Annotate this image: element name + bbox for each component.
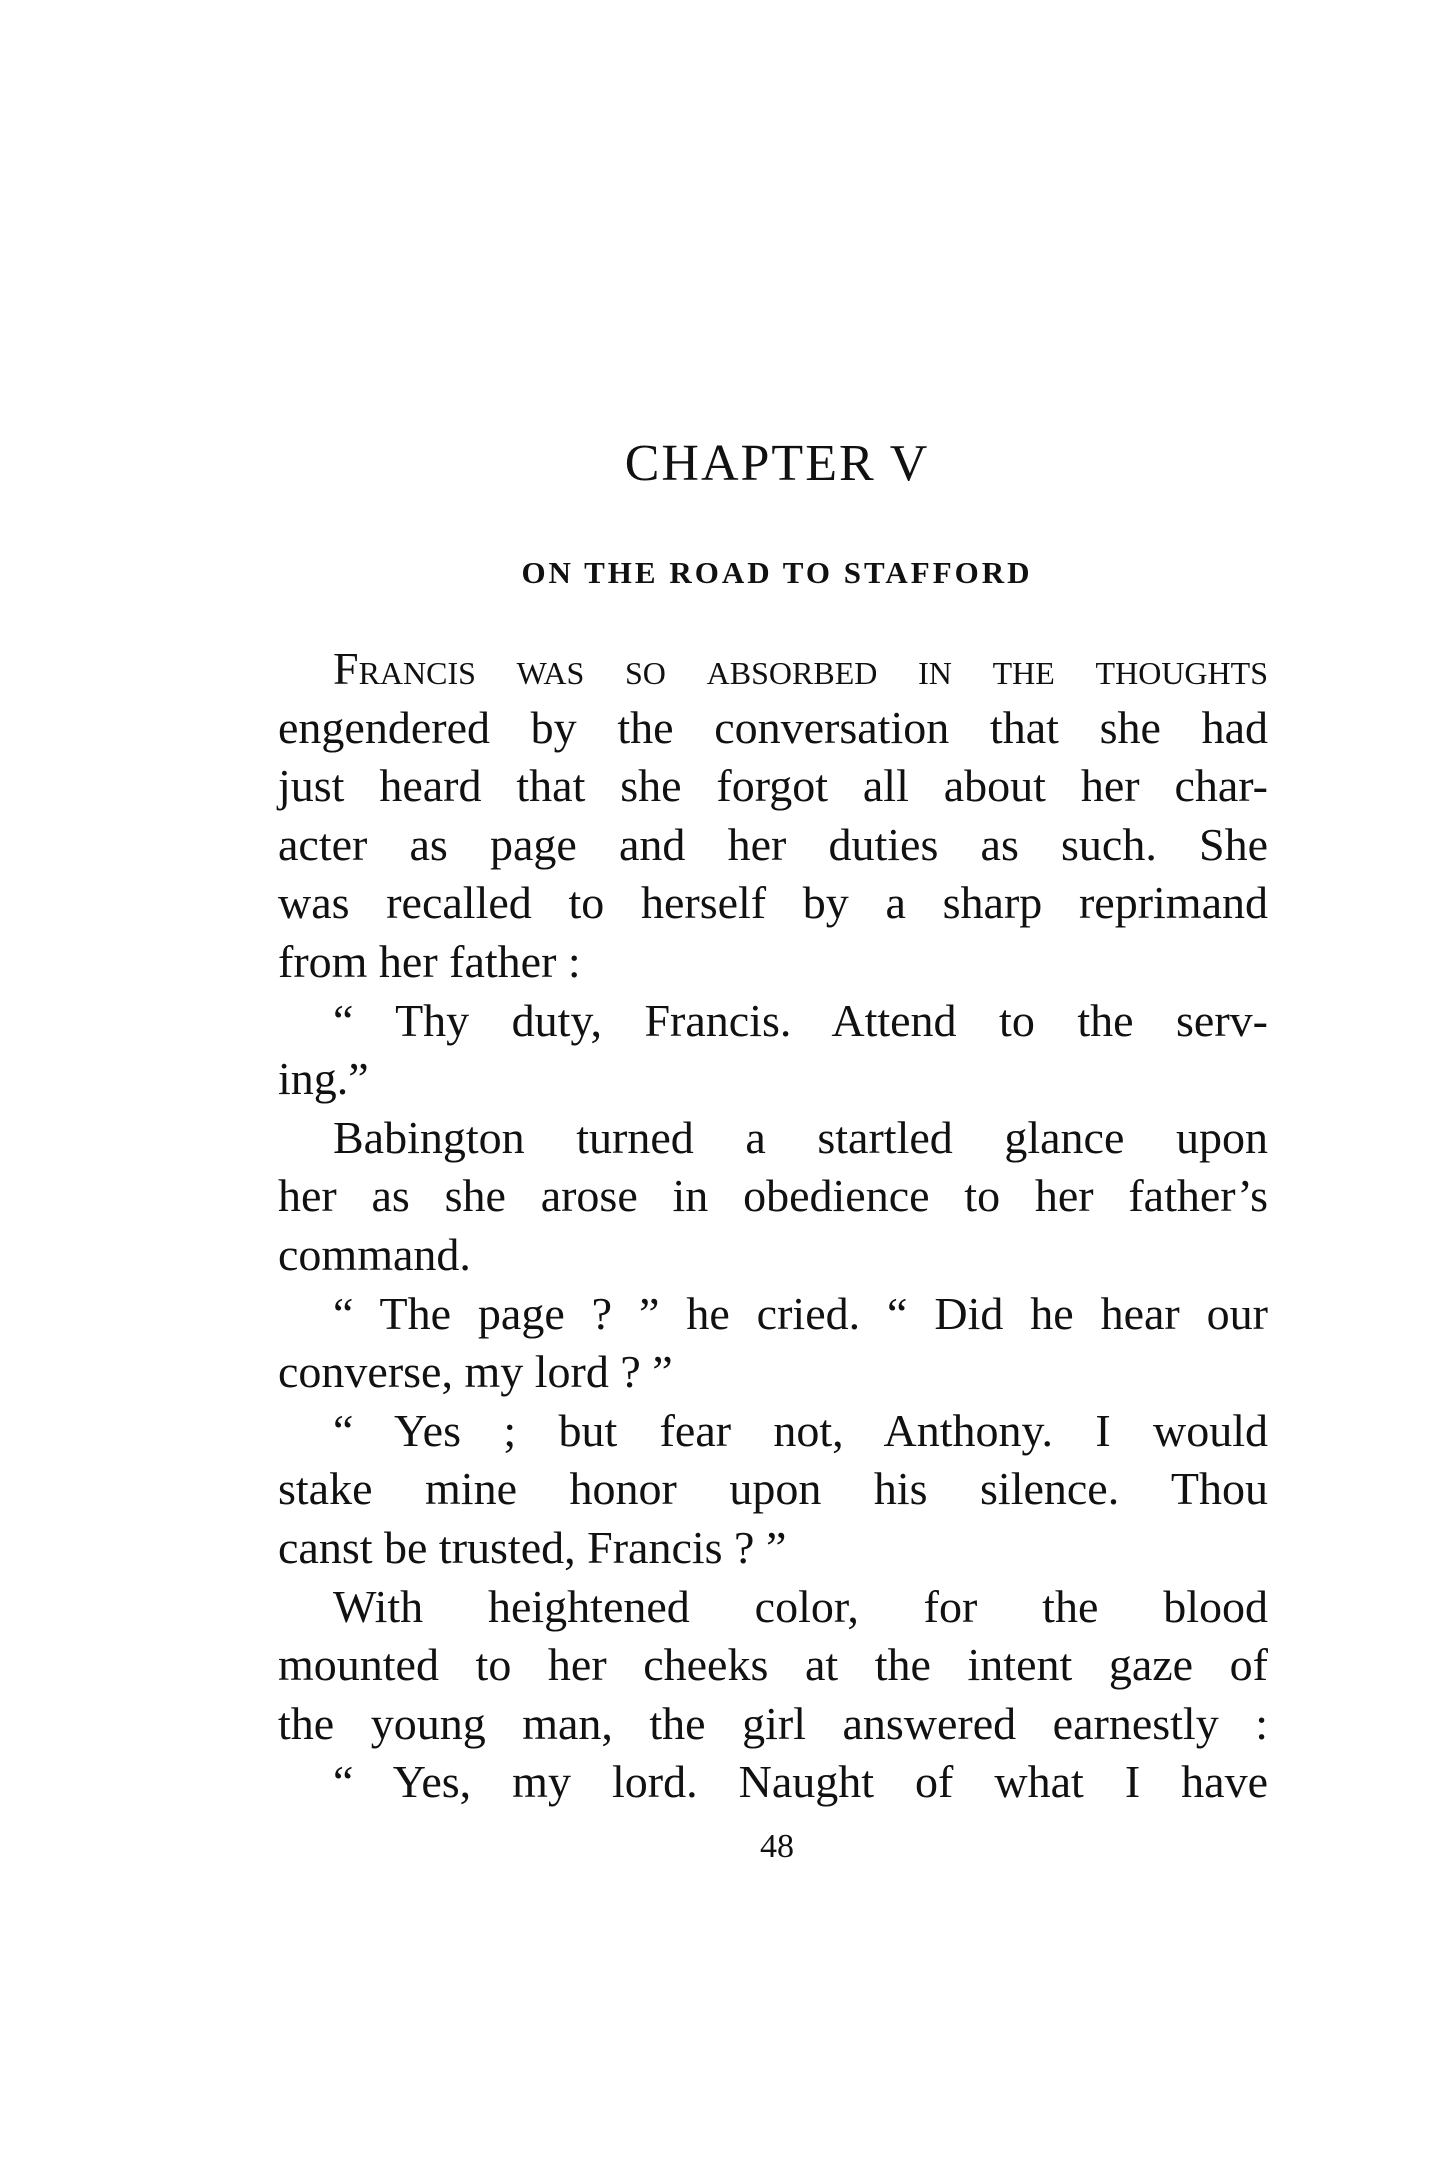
text-line: “ Yes, my lord. Naught of what I have — [333, 1756, 1268, 1808]
text-line: her as she arose in obedience to her father’s — [278, 1170, 1268, 1222]
text-line: canst be trusted, Francis ? ” — [278, 1521, 787, 1573]
text-line: stake mine honor upon his silence. Thou — [278, 1463, 1268, 1515]
text-line: Babington turned a startled glance upon — [333, 1111, 1268, 1163]
text-line: “ Yes ; but fear not, Anthony. I would — [333, 1404, 1268, 1456]
chapter-subtitle: ON THE ROAD TO STAFFORD — [521, 555, 1033, 590]
text-line: command. — [278, 1228, 471, 1280]
text-line: was recalled to herself by a sharp reprimand — [278, 877, 1268, 929]
text-line: engendered by the conversation that she had — [278, 701, 1268, 753]
text-line: Francis was so absorbed in the thoughts — [333, 643, 1268, 694]
text-line: ing.” — [278, 1053, 369, 1105]
text-line: acter as page and her duties as such. She — [278, 818, 1268, 870]
text-line: “ Thy duty, Francis. Attend to the serv- — [333, 994, 1268, 1046]
text-line: “ The page ? ” he cried. “ Did he hear our — [333, 1287, 1268, 1339]
text-line: just heard that she forgot all about her char- — [278, 760, 1268, 812]
text-line: converse, my lord ? ” — [278, 1346, 673, 1398]
text-line: With heightened color, for the blood — [333, 1580, 1268, 1632]
chapter-title: CHAPTER V — [624, 435, 930, 492]
body-text — [278, 640, 1268, 1812]
page-number: 48 — [760, 1828, 794, 1865]
text-line: mounted to her cheeks at the intent gaze of — [278, 1639, 1268, 1691]
text-line: the young man, the girl answered earnestly : — [278, 1697, 1268, 1749]
text-line: from her father : — [278, 935, 581, 987]
